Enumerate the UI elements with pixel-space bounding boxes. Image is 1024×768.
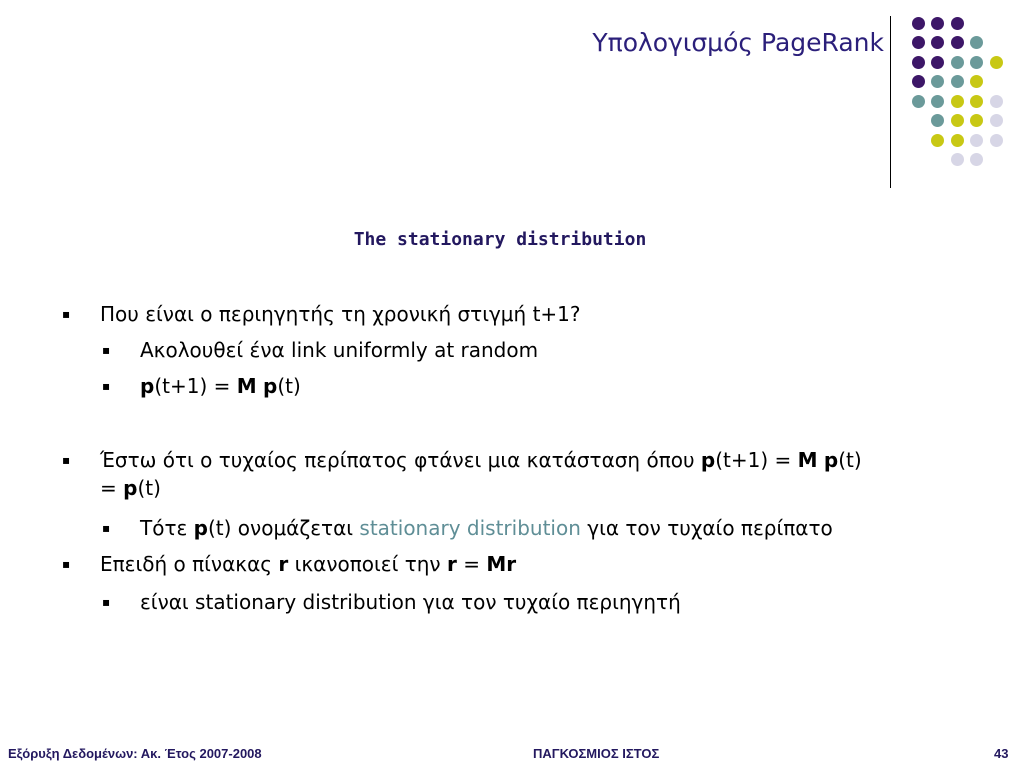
decorative-dot <box>912 56 925 69</box>
decorative-dot <box>931 134 944 147</box>
bullet-text: Που είναι ο περιηγητής τη χρονική στιγμή t+1? <box>100 302 581 326</box>
decorative-dot <box>951 36 964 49</box>
bullet-text: Ακολουθεί ένα link uniformly at random <box>140 338 539 362</box>
decorative-dot <box>990 114 1003 127</box>
bullet-marker: ▪ <box>62 557 71 571</box>
equation-part: = <box>100 476 124 500</box>
highlighted-term: stationary distribution <box>359 516 581 540</box>
vector-p: p <box>123 476 138 500</box>
decorative-dot <box>951 153 964 166</box>
decorative-dot <box>970 95 983 108</box>
decorative-dot <box>931 17 944 30</box>
decorative-dot <box>970 56 983 69</box>
footer-page-number: 43 <box>994 746 1009 761</box>
vector-p: p <box>263 374 278 398</box>
equation-part: (t) <box>277 374 301 398</box>
vector-r: r <box>446 552 457 576</box>
decorative-dot <box>990 95 1003 108</box>
vector-p: p <box>823 448 839 472</box>
bullet-marker: ▪ <box>62 307 71 321</box>
decorative-dot <box>951 17 964 30</box>
decorative-dot <box>951 95 964 108</box>
decorative-dot <box>931 36 944 49</box>
decorative-dot <box>970 153 983 166</box>
bullet-text: (t) ονομάζεται <box>208 516 360 540</box>
slide-title: Υπολογισμός PageRank <box>592 28 884 57</box>
sub-bullet-stationary-definition <box>102 514 960 542</box>
slide-subtitle: The stationary distribution <box>353 229 647 250</box>
decorative-dot <box>931 56 944 69</box>
bullet-text: ικανοποιεί την <box>288 552 447 576</box>
matrix-mr: Mr <box>486 552 517 576</box>
bullet-text: Τότε <box>140 516 194 540</box>
decorative-dot <box>951 134 964 147</box>
equation-part: = <box>456 552 487 576</box>
decorative-dot <box>970 114 983 127</box>
vector-p: p <box>140 374 155 398</box>
sub-bullet-stationary-surfer <box>102 588 960 616</box>
sub-bullet-equation <box>102 372 960 400</box>
equation-part: (t+1) = <box>715 448 798 472</box>
matrix-m: M <box>236 374 257 398</box>
decorative-dot <box>990 56 1003 69</box>
matrix-m: M <box>797 448 818 472</box>
decorative-dot <box>990 134 1003 147</box>
bullet-text: για τον τυχαίο περίπατο <box>580 516 833 540</box>
vector-r: r <box>278 552 289 576</box>
decorative-dot <box>951 56 964 69</box>
decorative-dot <box>970 75 983 88</box>
bullet-marker: ▪ <box>102 343 111 357</box>
footer-topic: ΠΑΓΚΟΣΜΙΟΣ ΙΣΤΟΣ <box>533 746 660 761</box>
decorative-dot <box>912 17 925 30</box>
footer-course: Εξόρυξη Δεδομένων: Ακ. Έτος 2007-2008 <box>8 746 262 761</box>
bullet-text: Έστω ότι ο τυχαίος περίπατος φτάνει μια κατάσταση όπου <box>100 448 701 472</box>
bullet-marker: ▪ <box>102 595 111 609</box>
bullet-marker: ▪ <box>102 521 111 535</box>
vector-p: p <box>700 448 716 472</box>
decorative-dot <box>931 75 944 88</box>
equation-part: (t) <box>838 448 862 472</box>
decorative-dot <box>931 114 944 127</box>
bullet-text: είναι stationary distribution για τον τυχαίο περιηγητή <box>140 590 681 614</box>
decorative-dot <box>912 36 925 49</box>
equation-part: (t+1) = <box>154 374 237 398</box>
decorative-dot <box>951 75 964 88</box>
decorative-dot <box>912 75 925 88</box>
bullet-marker: ▪ <box>62 453 71 467</box>
decorative-dot <box>970 36 983 49</box>
equation-part: (t) <box>137 476 161 500</box>
bullet-where-is-surfer <box>62 300 960 328</box>
bullet-marker: ▪ <box>102 379 111 393</box>
decorative-dot <box>951 114 964 127</box>
decorative-dot <box>931 95 944 108</box>
bullet-matrix-r <box>62 550 960 578</box>
bullet-text: Επειδή ο πίνακας <box>100 552 279 576</box>
decorative-dot-grid <box>0 0 1024 200</box>
sub-bullet-follows-link <box>102 336 960 364</box>
bullet-steady-state <box>62 446 960 502</box>
decorative-dot <box>970 134 983 147</box>
vector-p: p <box>193 516 208 540</box>
decorative-dot <box>912 95 925 108</box>
